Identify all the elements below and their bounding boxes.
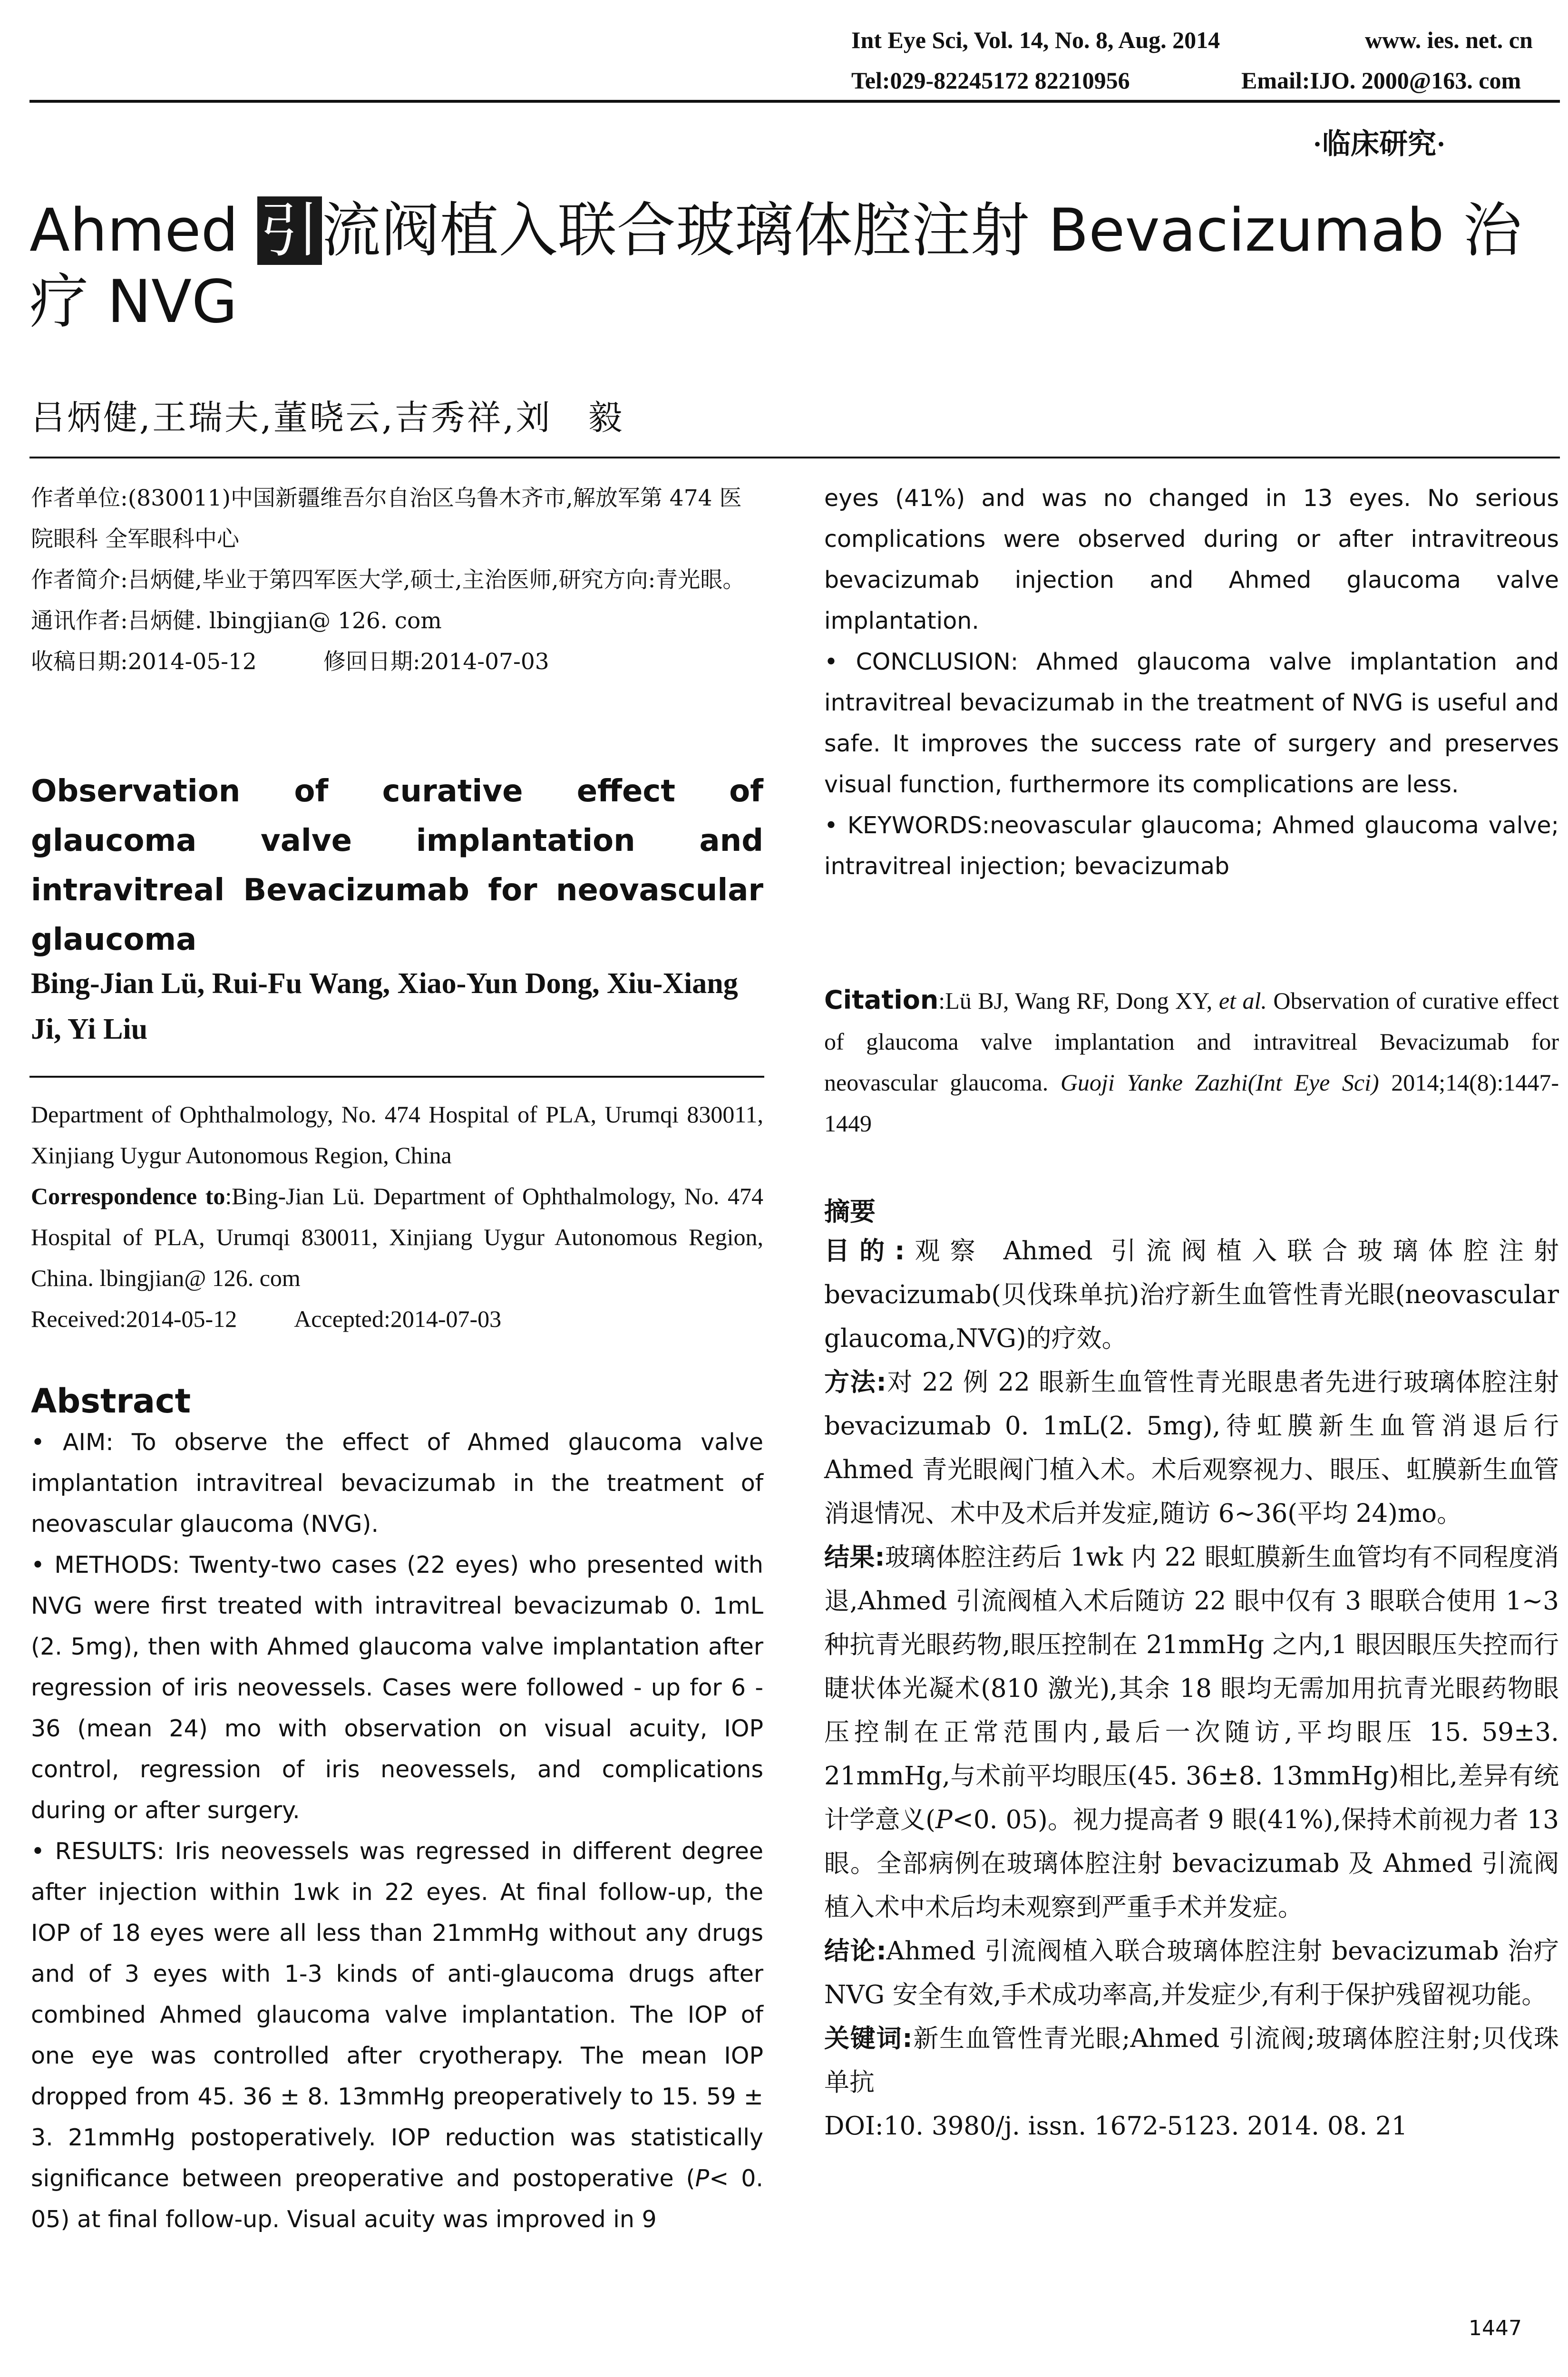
title-line2: 疗 NVG: [29, 268, 238, 336]
department-en: Department of Ophthalmology, No. 474 Hospital of PLA, Urumqi 830011, Xinjiang Uygur Autonomous Region, China: [31, 1101, 763, 1169]
abstract-results: [31, 1831, 763, 2240]
zh-methods-text: 对 22 例 22 眼新生血管性青光眼患者先进行玻璃体腔注射 bevacizumab 0. 1mL(2. 5mg),待虹膜新生血管消退后行 Ahmed 青光眼阀门植入术。术后观察视力、眼压、虹膜新生血管消退情况、术中及术后并发症,随访 6~36(平均 24)mo。: [824, 1368, 1559, 1528]
title-part1: Ahmed: [29, 196, 257, 265]
dates-cn: [31, 642, 763, 682]
zh-methods: [824, 1361, 1559, 1536]
received-date-cn: 收稿日期:2014-05-12: [31, 649, 257, 675]
authors-rule: [29, 457, 1560, 458]
correspondence-label: Correspondence to: [31, 1183, 225, 1209]
author-bio: 作者简介:吕炳健,毕业于第四军医大学,硕士,主治医师,研究方向:青光眼。: [31, 567, 745, 593]
keywords-label: • KEYWORDS:: [824, 812, 990, 839]
page-title: [29, 195, 1561, 338]
abstract-aim: [31, 1422, 763, 1545]
citation-text-a: :Lü BJ, Wang RF, Dong XY,: [938, 987, 1219, 1014]
doi: DOI:10. 3980/j. issn. 1672-5123. 2014. 08. 21: [824, 2112, 1408, 2141]
zh-conclusion-label: 结论:: [824, 1937, 886, 1966]
results-label: • RESULTS:: [31, 1838, 165, 1865]
title-part2: 流阀植入联合玻璃体腔注射 Bevacizumab 治: [321, 196, 1522, 265]
english-authors-rule: [29, 1076, 764, 1078]
journal-tel: Tel:029-82245172 82210956: [851, 67, 1130, 94]
dates-en: [31, 1298, 763, 1339]
zh-keywords-label: 关键词:: [824, 2024, 913, 2053]
citation-journal: Guoji Yanke Zazhi(Int Eye Sci): [1060, 1069, 1379, 1096]
zh-results: [824, 1536, 1559, 1929]
methods-text: Twenty-two cases (22 eyes) who presented with NVG were first treated with intravitreal bevacizumab 0. 1mL (2. 5mg), then with Ahmed glaucoma valve implantation after regression of iris neovessels. Cases were followed - up for 6 - 36 (mean 24) mo with observation on visual acuity, IOP control, regression of iris neovessels, and complications during or after surgery.: [31, 1551, 763, 1824]
affiliation-cn-block: [31, 478, 763, 682]
journal-email: Email:IJO. 2000@163. com: [1241, 67, 1521, 94]
zh-results-label: 结果:: [824, 1543, 885, 1572]
affiliation-en-block: [31, 1094, 763, 1339]
section-label: ·临床研究·: [1313, 128, 1446, 160]
aim-text: To observe the effect of Ahmed glaucoma valve implantation intravitreal bevacizumab in the treatment of neovascular glaucoma (NVG).: [31, 1429, 763, 1538]
zh-keywords-text: 新生血管性青光眼;Ahmed 引流阀;玻璃体腔注射;贝伐珠单抗: [824, 2024, 1559, 2097]
abstract-heading: Abstract: [31, 1382, 191, 1421]
zh-conclusion: [824, 1929, 1559, 2017]
zh-abstract-body: [824, 1229, 1559, 2148]
received-date-en: Received:2014-05-12: [31, 1305, 237, 1332]
results-text-b: < 0. 05) at final follow-up. Visual acuity was improved in 9: [31, 2165, 763, 2233]
zh-results-text-b: <0. 05)。视力提高者 9 眼(41%),保持术前视力者 13 眼。全部病例在玻璃体腔注射 bevacizumab 及 Ahmed 引流阀植入术中术后均未观察到严重手术并发症。: [824, 1805, 1559, 1922]
affiliation-unit: 作者单位:(830011)中国新疆维吾尔自治区乌鲁木齐市,解放军第 474 医院眼科 全军眼科中心: [31, 485, 742, 552]
abstract-conclusion: [824, 642, 1559, 805]
keywords-text: neovascular glaucoma; Ahmed glaucoma valve; intravitreal injection; bevacizumab: [824, 812, 1559, 880]
citation-text-c: 2014;14(8):1447-1449: [824, 1069, 1559, 1137]
corresponding-author: 通讯作者:吕炳健. lbingjian@ 126. com: [31, 608, 442, 634]
citation-label: Citation: [824, 985, 939, 1015]
zh-conclusion-text: Ahmed 引流阀植入联合玻璃体腔注射 bevacizumab 治疗 NVG 安全有效,手术成功率高,并发症少,有利于保护残留视功能。: [824, 1937, 1559, 2009]
accepted-date-en: Accepted:2014-07-03: [294, 1305, 502, 1332]
correspondence-en: [31, 1176, 763, 1298]
zh-aim-text: 观察 Ahmed 引流阀植入联合玻璃体腔注射 bevacizumab(贝伐珠单抗)治疗新生血管性青光眼(neovascular glaucoma,NVG)的疗效。: [824, 1237, 1559, 1353]
journal-website: www. ies. net. cn: [1365, 27, 1533, 53]
citation-text-b: Observation of curative effect of glaucoma valve implantation and intravitreal Bevacizumab for neovascular glaucoma.: [824, 987, 1559, 1096]
zh-keywords: [824, 2017, 1559, 2104]
abstract-methods: [31, 1545, 763, 1831]
conclusion-text: Ahmed glaucoma valve implantation and intravitreal bevacizumab in the treatment of NVG is useful and safe. It improves the success rate of surgery and preserves visual function, furthermore its complications are less.: [824, 648, 1559, 798]
journal-info: Int Eye Sci, Vol. 14, No. 8, Aug. 2014: [851, 27, 1220, 53]
zh-abstract-heading: 摘要: [824, 1197, 876, 1227]
conclusion-label: • CONCLUSION:: [824, 648, 1019, 675]
methods-label: • METHODS:: [31, 1551, 180, 1578]
zh-results-p: P: [935, 1805, 953, 1834]
abstract-keywords: [824, 805, 1559, 887]
english-title: Observation of curative effect of glaucoma valve implantation and intravitreal Bevacizumab for neovascular glaucoma: [31, 774, 763, 957]
correspondence-text: :Bing-Jian Lü. Department of Ophthalmology, No. 474 Hospital of PLA, Urumqi 830011, Xinjiang Uygur Autonomous Region, China. lbingjian@ 126. com: [31, 1183, 764, 1291]
zh-methods-label: 方法:: [824, 1368, 886, 1397]
zh-results-text-a: 玻璃体腔注药后 1wk 内 22 眼虹膜新生血管均有不同程度消退,Ahmed 引流阀植入术后随访 22 眼中仅有 3 眼联合使用 1~3 种抗青光眼药物,眼压控制在 21mmHg 之内,1 眼因眼压失控而行睫状体光凝术(810 激光),其余 18 眼均无需加用抗青光眼药物眼压控制在正常范围内,最后一次随访,平均眼压 15. 59±3. 21mmHg,与术前平均眼压(45. 36±8. 13mmHg)相比,差异有统计学意义(: [824, 1543, 1559, 1834]
aim-label: • AIM:: [31, 1429, 114, 1456]
citation-etal: et al.: [1218, 987, 1267, 1014]
abstract-en-right: [824, 478, 1559, 887]
page-number: 1447: [1469, 2316, 1522, 2340]
citation-block: [824, 980, 1559, 1144]
title-highlight: 引: [257, 196, 322, 265]
revised-date-cn: 修回日期:2014-07-03: [323, 649, 549, 675]
zh-aim: [824, 1229, 1559, 1361]
zh-aim-label: 目的:: [824, 1237, 905, 1266]
authors-cn: 吕炳健,王瑞夫,董晓云,吉秀祥,刘 毅: [31, 398, 624, 438]
results-text-a: Iris neovessels was regressed in different degree after injection within 1wk in 22 eyes. At final follow-up, the IOP of 18 eyes were all less than 21mmHg without any drugs and of 3 eyes with 1-3 kinds of anti-glaucoma drugs after combined Ahmed glaucoma valve implantation. The IOP of one eye was controlled after cryotherapy. The mean IOP dropped from 45. 36 ± 8. 13mmHg preoperatively to 15. 59 ± 3. 21mmHg postoperatively. IOP reduction was statistically significance between preoperative and postoperative (: [31, 1838, 763, 2192]
results-p-symbol: P: [695, 2165, 710, 2192]
header-rule: [29, 100, 1560, 103]
results-continued: eyes (41%) and was no changed in 13 eyes. No serious complications were observed during or after intravitreous bevacizumab injection and Ahmed glaucoma valve implantation.: [824, 485, 1559, 634]
abstract-en-left: [31, 1422, 763, 2240]
english-authors: Bing-Jian Lü, Rui-Fu Wang, Xiao-Yun Dong, Xiu-Xiang Ji, Yi Liu: [31, 967, 738, 1045]
